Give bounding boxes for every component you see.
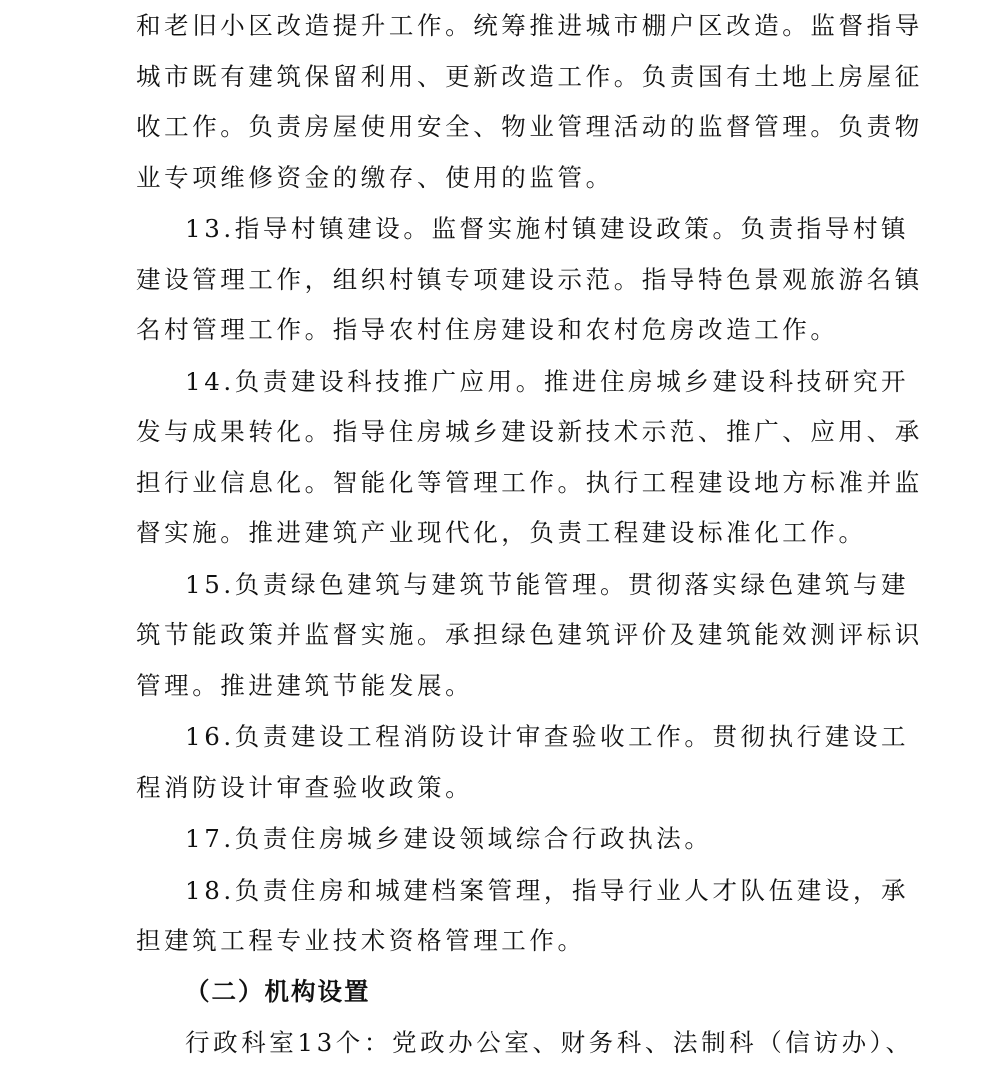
text-line: 收工作。负责房屋使用安全、物业管理活动的监督管理。负责物 <box>136 112 923 141</box>
item-18-paragraph <box>136 866 910 967</box>
text-line: 程消防设计审查验收政策。 <box>136 772 474 802</box>
item-13-paragraph <box>136 204 923 356</box>
item-14-paragraph <box>136 357 923 559</box>
item-15-paragraph <box>136 560 923 712</box>
text-line: 15.负责绿色建筑与建筑节能管理。贯彻落实绿色建筑与建 <box>185 569 910 599</box>
text-line: 发与成果转化。指导住房城乡建设新技术示范、推广、应用、承 <box>136 417 923 446</box>
text-line: 名村管理工作。指导农村住房建设和农村危房改造工作。 <box>136 315 839 344</box>
text-line: 16.负责建设工程消防设计审查验收工作。贯彻执行建设工 <box>185 722 910 751</box>
text-line: 担行业信息化。智能化等管理工作。执行工程建设地方标准并监 <box>136 467 923 497</box>
text-line: 13.指导村镇建设。监督实施村镇建设政策。负责指导村镇 <box>185 214 910 243</box>
item-16-paragraph <box>136 712 910 813</box>
text-line: 城市既有建筑保留利用、更新改造工作。负责国有土地上房屋征 <box>136 61 923 91</box>
text-line: 14.负责建设科技推广应用。推进住房城乡建设科技研究开 <box>185 366 910 396</box>
text-line: 管理。推进建筑节能发展。 <box>136 670 474 700</box>
document-page <box>136 0 923 1069</box>
text-line: 担建筑工程专业技术资格管理工作。 <box>136 926 586 955</box>
text-line: 行政科室13个：党政办公室、财务科、法制科（信访办）、 <box>185 1028 914 1057</box>
text-line: 业专项维修资金的缴存、使用的监管。 <box>136 162 614 192</box>
text-line: 建设管理工作，组织村镇专项建设示范。指导特色景观旅游名镇 <box>136 264 923 294</box>
text-line: 督实施。推进建筑产业现代化，负责工程建设标准化工作。 <box>136 518 867 547</box>
section-heading: （二）机构设置 <box>185 976 371 1006</box>
continuation-paragraph <box>136 1 923 203</box>
text-line: 18.负责住房和城建档案管理，指导行业人才队伍建设，承 <box>185 875 910 905</box>
text-line: 17.负责住房城乡建设领域综合行政执法。 <box>185 824 713 853</box>
text-line: 筑节能政策并监督实施。承担绿色建筑评价及建筑能效测评标识 <box>136 620 923 649</box>
agency-list-paragraph <box>136 1018 914 1069</box>
item-17-paragraph <box>136 814 876 865</box>
text-line: 和老旧小区改造提升工作。统筹推进城市棚户区改造。监督指导 <box>136 11 923 40</box>
